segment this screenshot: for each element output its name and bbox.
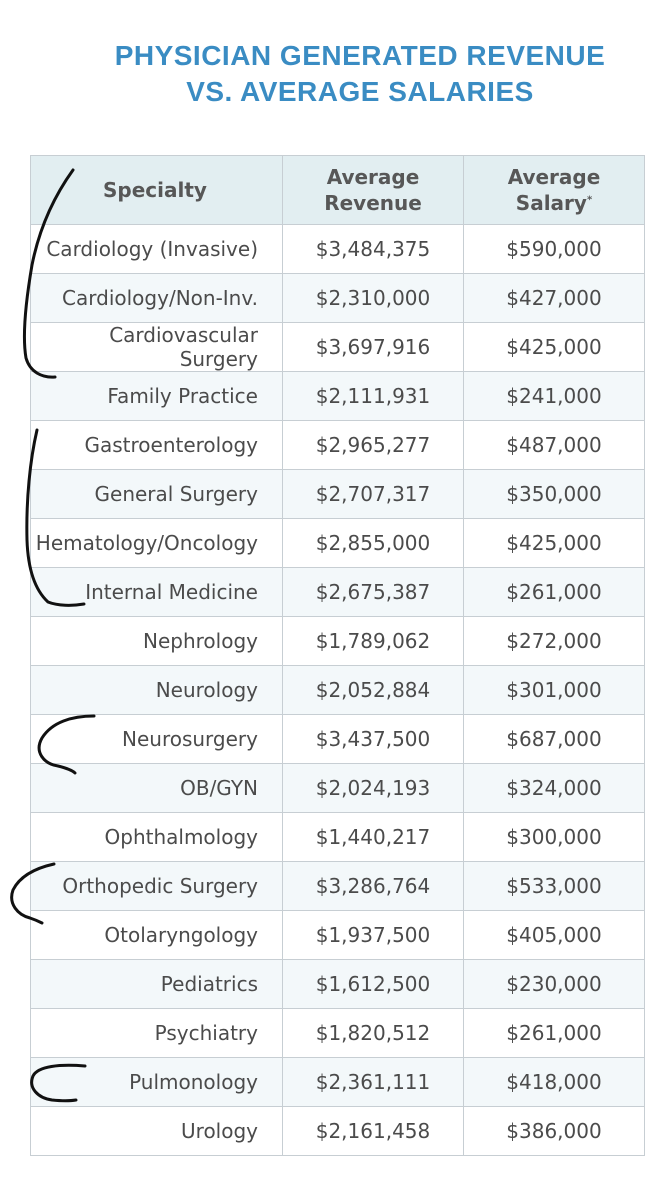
cell-average-salary: $261,000 — [464, 568, 645, 617]
cell-average-revenue: $2,855,000 — [283, 519, 464, 568]
title-line-1: PHYSICIAN GENERATED REVENUE — [114, 40, 606, 71]
cell-average-revenue: $2,111,931 — [283, 372, 464, 421]
cell-average-revenue: $3,437,500 — [283, 715, 464, 764]
cell-average-revenue: $1,820,512 — [283, 1009, 464, 1058]
table-header — [31, 156, 645, 225]
table-body — [31, 225, 645, 1156]
cell-specialty: Gastroenterology — [31, 421, 283, 470]
header-revenue-line-2: Revenue — [324, 191, 422, 215]
cell-average-salary: $487,000 — [464, 421, 645, 470]
table-row — [31, 764, 645, 813]
table-row — [31, 617, 645, 666]
cell-specialty: Psychiatry — [31, 1009, 283, 1058]
cell-average-salary: $386,000 — [464, 1107, 645, 1156]
cell-average-salary: $241,000 — [464, 372, 645, 421]
header-average-revenue — [283, 156, 464, 225]
cell-average-revenue: $2,161,458 — [283, 1107, 464, 1156]
cell-specialty: Urology — [31, 1107, 283, 1156]
table-row — [31, 666, 645, 715]
cell-average-revenue: $1,440,217 — [283, 813, 464, 862]
cell-average-revenue: $3,484,375 — [283, 225, 464, 274]
cell-average-salary: $230,000 — [464, 960, 645, 1009]
cell-average-revenue: $2,707,317 — [283, 470, 464, 519]
page-title — [0, 38, 655, 110]
cell-average-salary: $418,000 — [464, 1058, 645, 1107]
table-row — [31, 1107, 645, 1156]
cell-average-salary: $405,000 — [464, 911, 645, 960]
cell-average-revenue: $2,052,884 — [283, 666, 464, 715]
cell-specialty: Neurosurgery — [31, 715, 283, 764]
cell-average-revenue: $2,310,000 — [283, 274, 464, 323]
table-row — [31, 911, 645, 960]
header-salary-line-1: Average — [507, 165, 601, 189]
cell-specialty: Hematology/Oncology — [31, 519, 283, 568]
cell-average-salary: $425,000 — [464, 323, 645, 372]
cell-average-revenue: $1,789,062 — [283, 617, 464, 666]
table-row — [31, 862, 645, 911]
header-salary-line-2 — [464, 190, 644, 216]
header-row — [31, 156, 645, 225]
cell-average-salary: $272,000 — [464, 617, 645, 666]
header-average-salary — [464, 156, 645, 225]
cell-average-salary: $324,000 — [464, 764, 645, 813]
table-row — [31, 1009, 645, 1058]
table-row — [31, 225, 645, 274]
cell-specialty: Orthopedic Surgery — [31, 862, 283, 911]
table-row — [31, 372, 645, 421]
cell-average-revenue: $2,965,277 — [283, 421, 464, 470]
table-row — [31, 421, 645, 470]
cell-average-revenue: $2,361,111 — [283, 1058, 464, 1107]
cell-average-salary: $687,000 — [464, 715, 645, 764]
cell-specialty: Cardiovascular Surgery — [31, 323, 283, 372]
cell-specialty: Internal Medicine — [31, 568, 283, 617]
cell-average-salary: $350,000 — [464, 470, 645, 519]
cell-average-revenue: $2,675,387 — [283, 568, 464, 617]
table-row — [31, 715, 645, 764]
header-revenue-line-1: Average — [326, 165, 420, 189]
cell-average-revenue: $1,612,500 — [283, 960, 464, 1009]
cell-specialty: General Surgery — [31, 470, 283, 519]
cell-specialty: Otolaryngology — [31, 911, 283, 960]
table-row — [31, 470, 645, 519]
cell-specialty: Nephrology — [31, 617, 283, 666]
footnote-mark: * — [586, 194, 593, 206]
cell-average-revenue: $1,937,500 — [283, 911, 464, 960]
cell-average-salary: $425,000 — [464, 519, 645, 568]
cell-average-revenue: $3,286,764 — [283, 862, 464, 911]
revenue-salary-table-container — [30, 155, 644, 1156]
table-row — [31, 960, 645, 1009]
table-row — [31, 568, 645, 617]
cell-average-revenue: $2,024,193 — [283, 764, 464, 813]
cell-average-salary: $590,000 — [464, 225, 645, 274]
cell-average-salary: $261,000 — [464, 1009, 645, 1058]
cell-average-salary: $427,000 — [464, 274, 645, 323]
table-row — [31, 813, 645, 862]
table-row — [31, 274, 645, 323]
cell-specialty: Cardiology/Non-Inv. — [31, 274, 283, 323]
cell-average-salary: $301,000 — [464, 666, 645, 715]
cell-specialty: Pediatrics — [31, 960, 283, 1009]
table-row — [31, 519, 645, 568]
revenue-salary-table — [30, 155, 645, 1156]
cell-average-salary: $533,000 — [464, 862, 645, 911]
cell-specialty: OB/GYN — [31, 764, 283, 813]
table-row — [31, 323, 645, 372]
cell-specialty: Family Practice — [31, 372, 283, 421]
cell-specialty: Cardiology (Invasive) — [31, 225, 283, 274]
cell-specialty: Ophthalmology — [31, 813, 283, 862]
header-specialty: Specialty — [31, 156, 283, 225]
cell-average-revenue: $3,697,916 — [283, 323, 464, 372]
header-salary-text: Salary — [515, 191, 587, 215]
cell-specialty: Neurology — [31, 666, 283, 715]
cell-specialty: Pulmonology — [31, 1058, 283, 1107]
title-line-2: VS. AVERAGE SALARIES — [186, 76, 534, 107]
cell-average-salary: $300,000 — [464, 813, 645, 862]
table-row — [31, 1058, 645, 1107]
